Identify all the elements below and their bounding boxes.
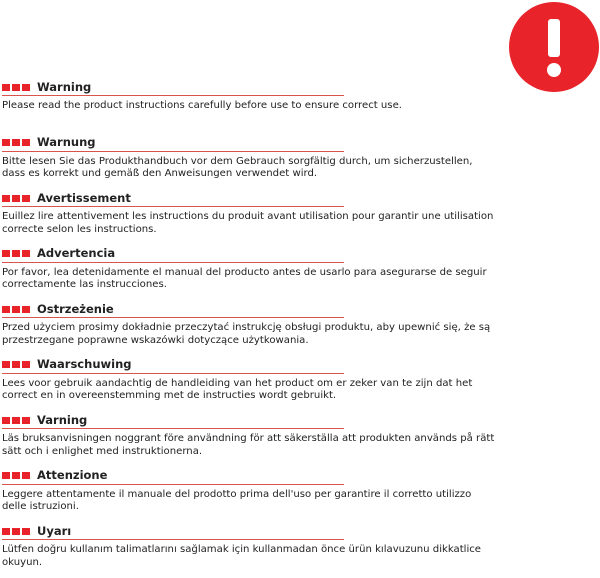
red-squares-icon bbox=[2, 250, 30, 257]
section-heading bbox=[2, 522, 498, 539]
warning-section-en bbox=[2, 78, 498, 134]
section-heading bbox=[2, 245, 498, 262]
red-squares-icon bbox=[2, 84, 30, 91]
exclamation-bar bbox=[548, 19, 560, 57]
exclamation-circle-icon bbox=[509, 2, 599, 92]
section-title: Varning bbox=[37, 412, 88, 427]
red-squares-icon bbox=[2, 361, 30, 368]
section-title: Avertissement bbox=[37, 190, 131, 205]
heading-divider bbox=[2, 262, 344, 263]
heading-divider bbox=[2, 373, 344, 374]
warning-section-nl bbox=[2, 356, 498, 412]
red-squares-icon bbox=[2, 528, 30, 535]
section-heading bbox=[2, 78, 498, 95]
heading-divider bbox=[2, 151, 344, 152]
warning-section-tr bbox=[2, 522, 498, 578]
section-title: Waarschuwing bbox=[37, 357, 132, 371]
exclamation-dot bbox=[547, 63, 561, 77]
section-title: Attenzione bbox=[37, 468, 108, 482]
warning-section-fr bbox=[2, 189, 498, 245]
red-squares-icon bbox=[2, 472, 30, 479]
section-text: Lees voor gebruik aandachtig de handleiding van het product om er zeker van te zijn dat het correct en in overeenstemming met de instructies wordt gebruikt. bbox=[2, 377, 473, 401]
section-text: Läs bruksanvisningen noggrant före användning för att säkerställa att produkten används på rätt sätt och i enlighet med instruktionerna. bbox=[2, 433, 495, 457]
warning-section-it bbox=[2, 467, 498, 523]
section-heading bbox=[2, 356, 498, 373]
section-title: Warnung bbox=[37, 135, 96, 149]
section-text: Please read the product instructions carefully before use to ensure correct use. bbox=[2, 100, 402, 111]
section-heading bbox=[2, 467, 498, 484]
heading-divider bbox=[2, 206, 344, 207]
section-text: Euillez lire attentivement les instructions du produit avant utilisation pour garantir une utilisation correcte selon les instructions. bbox=[2, 211, 494, 235]
red-squares-icon bbox=[2, 417, 30, 424]
warning-sections bbox=[2, 78, 498, 578]
section-title: Warning bbox=[37, 79, 92, 94]
warning-section-de bbox=[2, 134, 498, 190]
section-text: Leggere attentamente il manuale del prodotto prima dell'uso per garantire il corretto utilizzo delle istruzioni. bbox=[2, 488, 472, 512]
warning-section-es bbox=[2, 245, 498, 301]
heading-divider bbox=[2, 539, 344, 540]
section-title: Uyarı bbox=[37, 523, 72, 538]
section-text: Por favor, lea detenidamente el manual del producto antes de usarlo para asegurarse de seguir correctamente las instrucciones. bbox=[2, 266, 487, 290]
section-heading bbox=[2, 189, 498, 206]
warning-section-sv bbox=[2, 411, 498, 467]
red-squares-icon bbox=[2, 195, 30, 202]
section-heading bbox=[2, 300, 498, 317]
section-heading bbox=[2, 134, 498, 151]
red-squares-icon bbox=[2, 306, 30, 313]
heading-divider bbox=[2, 484, 344, 485]
section-text: Przed użyciem prosimy dokładnie przeczytać instrukcję obsługi produktu, aby upewnić się, że są przestrzegane poprawne wskazówki dotyczące użytkowania. bbox=[2, 322, 491, 346]
heading-divider bbox=[2, 317, 344, 318]
heading-divider bbox=[2, 428, 344, 429]
section-text: Bitte lesen Sie das Produkthandbuch vor dem Gebrauch sorgfältig durch, um sicherzustellen, dass es korrekt und gemäß den Anweisungen verwendet wird. bbox=[2, 155, 473, 179]
section-title: Ostrzeżenie bbox=[37, 301, 114, 316]
heading-divider bbox=[2, 95, 344, 96]
section-title: Advertencia bbox=[37, 246, 116, 260]
warning-section-pl bbox=[2, 300, 498, 356]
red-squares-icon bbox=[2, 139, 30, 146]
section-heading bbox=[2, 411, 498, 428]
section-text: Lütfen doğru kullanım talimatlarını sağlamak için kullanmadan önce ürün kılavuzunu dikkatlice okuyun. bbox=[2, 544, 482, 568]
